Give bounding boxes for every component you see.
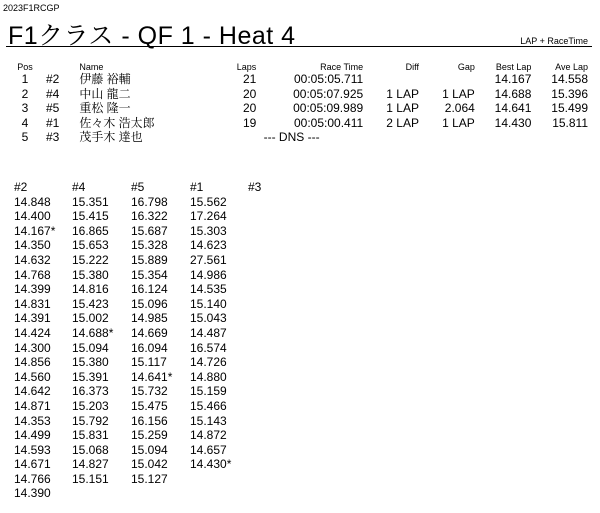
lap-time: 15.222 bbox=[72, 252, 109, 267]
result-laps: 20 bbox=[242, 86, 257, 101]
page-title: F1クラス - QF 1 - Heat 4 bbox=[8, 22, 296, 50]
lap-time: 15.354 bbox=[131, 267, 168, 282]
dns-status: --- DNS --- bbox=[263, 130, 320, 145]
lap-time: 15.096 bbox=[131, 296, 168, 311]
result-number: #3 bbox=[45, 130, 60, 145]
lap-time: 14.827 bbox=[72, 457, 109, 472]
lap-time: 14.499 bbox=[14, 428, 51, 443]
lap-time: 16.865 bbox=[72, 223, 109, 238]
result-race-time: 00:05:09.989 bbox=[293, 101, 364, 116]
lap-time: 15.159 bbox=[190, 384, 227, 399]
title-divider bbox=[6, 46, 592, 47]
series-name: 2023F1RCGP bbox=[3, 3, 60, 13]
result-pos: 3 bbox=[21, 101, 29, 116]
lap-time: 14.985 bbox=[131, 311, 168, 326]
lap-time: 15.127 bbox=[131, 471, 168, 486]
lap-time: 15.117 bbox=[131, 355, 167, 370]
lap-time: 14.766 bbox=[14, 471, 51, 486]
lap-time: 15.415 bbox=[72, 209, 109, 224]
result-diff: 1 LAP bbox=[386, 101, 419, 116]
lap-time: 14.871 bbox=[14, 398, 51, 413]
lap-time: 16.156 bbox=[131, 413, 168, 428]
lap-time: 16.373 bbox=[72, 384, 109, 399]
lap-time: 14.831 bbox=[14, 296, 51, 311]
lap-time: 15.042 bbox=[131, 457, 168, 472]
lap-column bbox=[248, 180, 308, 195]
lap-time: 15.562 bbox=[190, 194, 227, 209]
result-name: 佐々木 浩太郎 bbox=[79, 115, 155, 130]
result-ave-lap: 14.558 bbox=[551, 72, 588, 87]
result-diff bbox=[365, 72, 421, 87]
lap-time: 15.380 bbox=[72, 355, 109, 370]
lap-time: 15.203 bbox=[72, 398, 109, 413]
report-type-label: LAP + RaceTime bbox=[520, 36, 588, 46]
result-pos: 5 bbox=[21, 130, 29, 145]
lap-time: 14.300 bbox=[14, 340, 51, 355]
result-best-lap: 14.430 bbox=[494, 115, 532, 130]
result-gap: 1 LAP bbox=[442, 86, 475, 101]
lap-time: 15.140 bbox=[190, 296, 227, 311]
lap-time: 15.002 bbox=[72, 311, 109, 326]
lap-time: 14.880 bbox=[190, 369, 227, 384]
lap-time: 14.641* bbox=[131, 369, 173, 384]
lap-time: 14.848 bbox=[14, 194, 51, 209]
result-name: 中山 龍二 bbox=[79, 86, 131, 101]
lap-time: 15.391 bbox=[72, 369, 109, 384]
column-header-race-time: Race Time bbox=[320, 62, 364, 72]
lap-column bbox=[190, 180, 250, 472]
lap-time: 14.424 bbox=[14, 325, 51, 340]
result-row bbox=[6, 116, 590, 131]
result-pos: 4 bbox=[21, 115, 29, 130]
result-diff: 2 LAP bbox=[386, 115, 419, 130]
result-number: #5 bbox=[45, 101, 60, 116]
lap-time: 14.986 bbox=[190, 267, 227, 282]
lap-time: 14.688* bbox=[72, 325, 114, 340]
result-number: #1 bbox=[45, 115, 60, 130]
lap-time: 15.303 bbox=[190, 223, 227, 238]
lap-time: 16.798 bbox=[131, 194, 168, 209]
lap-time: 14.391 bbox=[14, 311, 51, 326]
results-table bbox=[6, 58, 590, 145]
result-race-time: 00:05:05.711 bbox=[293, 72, 364, 87]
column-header-number bbox=[44, 58, 73, 72]
lap-column-header: #5 bbox=[131, 180, 145, 194]
lap-time: 15.732 bbox=[131, 384, 168, 399]
result-name: 重松 隆一 bbox=[79, 101, 131, 116]
lap-time: 15.475 bbox=[131, 398, 168, 413]
lap-time: 17.264 bbox=[190, 209, 227, 224]
lap-time: 14.399 bbox=[14, 282, 51, 297]
lap-time: 14.623 bbox=[190, 238, 227, 253]
lap-time: 14.560 bbox=[14, 369, 51, 384]
lap-time: 16.322 bbox=[131, 209, 168, 224]
lap-time: 15.653 bbox=[72, 238, 109, 253]
lap-time: 15.792 bbox=[72, 413, 109, 428]
lap-column-header: #4 bbox=[72, 180, 86, 194]
result-gap bbox=[421, 72, 477, 87]
lap-time: 15.328 bbox=[131, 238, 168, 253]
lap-time: 15.687 bbox=[131, 223, 168, 238]
result-name: 伊藤 裕輔 bbox=[79, 72, 131, 87]
result-laps: 19 bbox=[242, 115, 257, 130]
lap-time: 14.642 bbox=[14, 384, 51, 399]
result-pos: 2 bbox=[21, 86, 29, 101]
result-number: #2 bbox=[45, 72, 60, 87]
result-gap: 1 LAP bbox=[442, 115, 475, 130]
lap-time: 14.487 bbox=[190, 325, 227, 340]
lap-time: 14.816 bbox=[72, 282, 109, 297]
lap-column bbox=[131, 180, 191, 486]
column-header-gap: Gap bbox=[457, 62, 475, 72]
dns-empty-cells bbox=[365, 130, 590, 145]
lap-time: 14.593 bbox=[14, 442, 51, 457]
lap-time: 15.143 bbox=[190, 413, 227, 428]
lap-time: 15.351 bbox=[72, 194, 109, 209]
result-row bbox=[6, 72, 590, 87]
column-header-laps: Laps bbox=[236, 62, 257, 72]
results-header-row bbox=[6, 58, 590, 72]
lap-time: 15.043 bbox=[190, 311, 227, 326]
lap-time: 14.669 bbox=[131, 325, 168, 340]
result-ave-lap: 15.811 bbox=[552, 115, 588, 130]
lap-time: 15.151 bbox=[72, 471, 109, 486]
result-best-lap: 14.641 bbox=[494, 101, 532, 116]
result-best-lap: 14.167 bbox=[494, 72, 532, 87]
lap-time: 14.535 bbox=[190, 282, 227, 297]
lap-column-header: #1 bbox=[190, 180, 204, 194]
result-laps: 20 bbox=[242, 101, 257, 116]
lap-time: 16.124 bbox=[131, 282, 168, 297]
lap-column-header: #2 bbox=[14, 180, 28, 194]
lap-time: 15.380 bbox=[72, 267, 109, 282]
lap-time: 14.400 bbox=[14, 209, 51, 224]
result-row bbox=[6, 101, 590, 116]
column-header-best-lap: Best Lap bbox=[495, 62, 532, 72]
lap-time: 14.872 bbox=[190, 428, 227, 443]
lap-time: 14.430* bbox=[190, 457, 232, 472]
lap-column-header: #3 bbox=[248, 180, 262, 194]
lap-time: 15.094 bbox=[131, 442, 168, 457]
result-diff: 1 LAP bbox=[386, 86, 419, 101]
lap-time: 15.068 bbox=[72, 442, 109, 457]
result-number: #4 bbox=[45, 86, 60, 101]
result-row-dns bbox=[6, 130, 590, 145]
result-row bbox=[6, 87, 590, 102]
lap-time: 15.259 bbox=[131, 428, 168, 443]
lap-time: 14.726 bbox=[190, 355, 227, 370]
lap-time: 14.390 bbox=[14, 486, 51, 501]
lap-time: 14.353 bbox=[14, 413, 51, 428]
result-race-time: 00:05:00.411 bbox=[293, 115, 364, 130]
lap-time: 15.466 bbox=[190, 398, 227, 413]
lap-time: 14.768 bbox=[14, 267, 51, 282]
lap-time: 16.094 bbox=[131, 340, 168, 355]
lap-time: 27.561 bbox=[190, 252, 227, 267]
column-header-pos: Pos bbox=[17, 62, 33, 72]
lap-time: 14.167* bbox=[14, 223, 56, 238]
lap-time: 15.889 bbox=[131, 252, 168, 267]
result-pos: 1 bbox=[21, 72, 29, 87]
column-header-ave-lap: Ave Lap bbox=[555, 62, 588, 72]
lap-time: 14.632 bbox=[14, 252, 51, 267]
lap-time: 16.574 bbox=[190, 340, 227, 355]
lap-time: 14.856 bbox=[14, 355, 51, 370]
result-best-lap: 14.688 bbox=[494, 86, 532, 101]
lap-time: 14.657 bbox=[190, 442, 227, 457]
result-gap: 2.064 bbox=[444, 101, 475, 116]
lap-time: 15.094 bbox=[72, 340, 109, 355]
lap-time: 14.350 bbox=[14, 238, 51, 253]
result-race-time: 00:05:07.925 bbox=[293, 86, 364, 101]
result-ave-lap: 15.499 bbox=[551, 101, 588, 116]
lap-column bbox=[14, 180, 74, 501]
result-ave-lap: 15.396 bbox=[551, 86, 588, 101]
column-header-diff: Diff bbox=[405, 62, 419, 72]
lap-time: 14.671 bbox=[14, 457, 51, 472]
column-header-name: Name bbox=[79, 62, 104, 72]
lap-time: 15.423 bbox=[72, 296, 109, 311]
result-laps: 21 bbox=[242, 72, 257, 87]
result-name: 茂手木 達也 bbox=[79, 130, 143, 145]
lap-time: 15.831 bbox=[72, 428, 109, 443]
lap-column bbox=[72, 180, 132, 486]
